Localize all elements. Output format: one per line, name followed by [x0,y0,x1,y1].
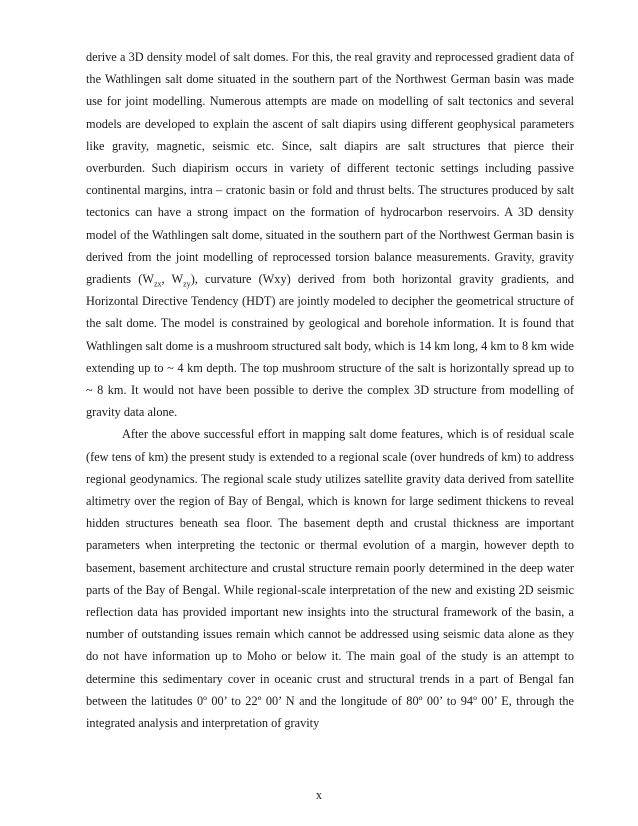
paragraph-1 [86,46,574,423]
text-run: derive a 3D density model of salt domes. For this, the real gravity and reprocessed gradient data of the Wathlingen salt dome situated in the southern part of the Northwest German basin was made use for joint modelling. Numerous attempts are made on modelling of salt tectonics and several models are developed to explain the ascent of salt diapirs using different geophysical parameters like gravity, magnetic, seismic etc. Since, salt diapirs are salt structures that pierce their overburden. Such diapirism occurs in variety of different tectonic settings including passive continental margins, intra – cratonic basin or fold and thrust belts. The structures produced by salt tectonics can have a strong impact on the formation of hydrocarbon reservoirs. A 3D density model of the Wathlingen salt dome, situated in the southern part of the Northwest German basin is derived from the joint modelling of reprocessed torsion balance measurements. Gravity, gravity gradients (W [86,50,574,287]
text-run: , W [161,272,184,287]
text-run: ), curvature (Wxy) derived from both horizontal gravity gradients, and Horizontal Directive Tendency (HDT) are jointly modeled to decipher the geometrical structure of the salt dome. The model is constrained by geological and borehole information. It is found that Wathlingen salt dome is a mushroom structured salt body, which is 14 km long, 4 km to 8 km wide extending up to ~ 4 km depth. The top mushroom structure of the salt is horizontally spread up to ~ 8 km. It would not have been possible to derive the complex 3D structure from modelling of gravity data alone. [86,272,574,420]
subscript-text: zx [153,279,162,289]
subscript-text: zy [183,279,191,289]
page-number: x [315,788,323,802]
paragraph-2 [86,423,574,734]
body-text [86,46,574,734]
text-run: After the above successful effort in mapping salt dome features, which is of residual scale (few tens of km) the present study is extended to a regional scale (over hundreds of km) to address regional geodynamics. The regional scale study utilizes satellite gravity data derived from satellite altimetry over the region of Bay of Bengal, which is known for large sediment thickens to reveal hidden structures beneath sea floor. The basement depth and crustal thickness are important parameters when interpreting the tectonic or thermal evolution of a margin, however depth to basement, basement architecture and crustal structure remain poorly determined in the deep water parts of the Bay of Bengal. While regional-scale interpretation of the new and existing 2D seismic reflection data has provided important new insights into the structural framework of the basin, a number of outstanding issues remain which cannot be addressed using seismic data alone as they do not have information up to Moho or below it. The main goal of the study is an attempt to determine this sedimentary cover in oceanic crust and structural trends in a part of Bengal fan between the latitudes 0º 00’ to 22º 00’ N and the longitude of 80º 00’ to 94º 00’ E, through the integrated analysis and interpretation of gravity [86,427,574,731]
